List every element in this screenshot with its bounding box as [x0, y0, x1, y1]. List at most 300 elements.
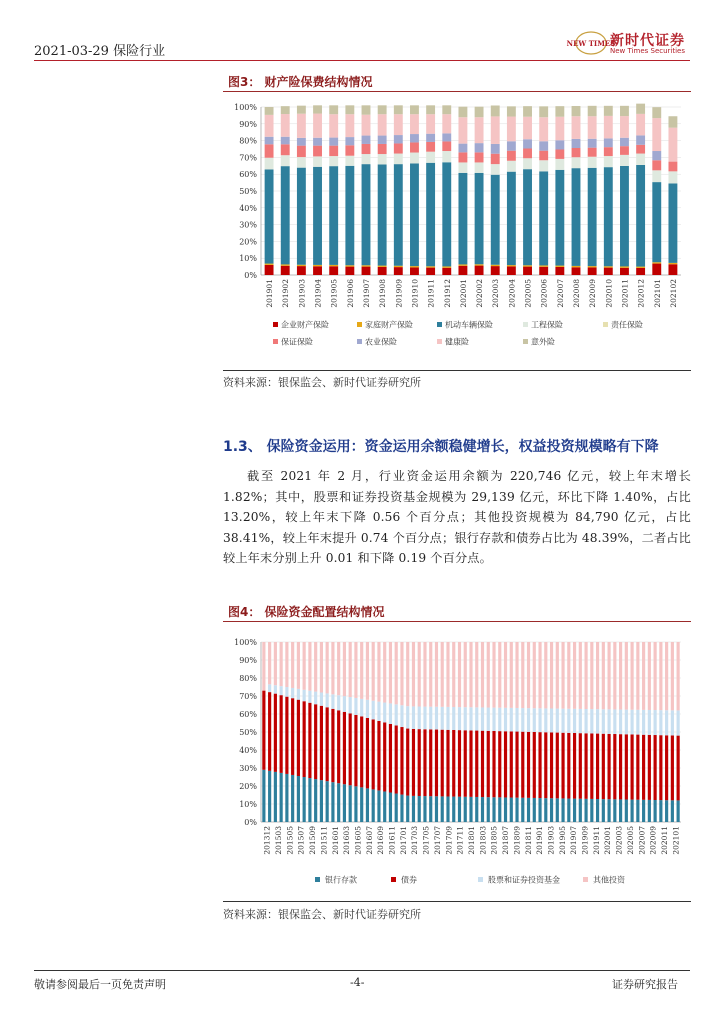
bar-segment [429, 729, 432, 796]
legend-label: 企业财产保险 [281, 320, 329, 330]
bar-segment [573, 733, 576, 799]
bar-segment [297, 265, 306, 266]
bar-segment [410, 134, 419, 142]
x-tick-label: 201701 [398, 826, 408, 855]
bar-segment [620, 116, 629, 138]
bar-segment [303, 642, 306, 690]
bar-segment [555, 159, 564, 170]
bar-segment [572, 106, 581, 116]
bar-segment [458, 107, 467, 118]
bar-segment [604, 156, 613, 167]
bar-segment [481, 731, 484, 797]
bar-segment [291, 688, 294, 698]
bar-segment [469, 642, 472, 707]
bar-segment [619, 710, 622, 735]
y-tick-label: 20% [239, 782, 257, 791]
bar-segment [262, 770, 265, 822]
bar-segment [668, 263, 677, 264]
bar-segment [383, 703, 386, 723]
x-tick-label: 201902 [281, 279, 291, 308]
figure4-source: 资料来源：银保监会、新时代证券研究所 [223, 908, 421, 921]
bar-segment [268, 684, 271, 692]
x-tick-label: 202005 [523, 279, 533, 308]
bar-segment [556, 798, 559, 822]
x-tick-label: 201703 [410, 826, 420, 855]
bar-segment [400, 705, 403, 727]
bar-segment [604, 106, 613, 116]
bar-segment [377, 642, 380, 702]
bar-segment [418, 729, 421, 796]
bar-segment [464, 797, 467, 822]
bar-segment [331, 709, 334, 782]
x-tick-label: 201903 [546, 826, 556, 855]
bar-segment [579, 733, 582, 799]
bar-segment [652, 151, 661, 160]
bar-segment [636, 104, 645, 114]
bar-segment [329, 156, 338, 166]
bar-segment [435, 642, 438, 707]
x-tick-label: 201809 [512, 826, 522, 855]
bar-segment [504, 642, 507, 708]
bar-segment [458, 264, 467, 265]
bar-segment [515, 708, 518, 732]
bar-segment [523, 158, 532, 169]
bar-segment [555, 140, 564, 149]
bar-segment [313, 105, 322, 113]
bar-segment [349, 785, 352, 822]
bar-segment [555, 106, 564, 117]
bar-segment [285, 642, 288, 687]
bar-segment [378, 267, 387, 275]
legend-swatch [603, 322, 608, 327]
bar-segment [510, 708, 513, 732]
bar-segment [642, 642, 645, 710]
bar-segment [458, 707, 461, 730]
bar-segment [394, 135, 403, 143]
bar-segment [313, 146, 322, 157]
bar-segment [394, 267, 403, 275]
bar-segment [418, 796, 421, 822]
bar-segment [268, 642, 271, 684]
bar-segment [372, 701, 375, 720]
bar-segment [343, 712, 346, 784]
bar-segment [274, 694, 277, 772]
bar-segment [262, 691, 265, 770]
bar-segment [590, 799, 593, 822]
bar-segment [654, 642, 657, 710]
bar-segment [331, 642, 334, 694]
bar-segment [410, 153, 419, 164]
bar-segment [320, 706, 323, 780]
y-tick-label: 70% [239, 153, 257, 163]
bar-segment [602, 799, 605, 822]
bar-segment [314, 692, 317, 705]
bar-segment [523, 148, 532, 158]
bar-segment [452, 642, 455, 707]
bar-segment [608, 709, 611, 734]
bar-segment [507, 141, 516, 150]
figure3-bottom-rule [223, 370, 691, 371]
bar-segment [619, 799, 622, 822]
bar-segment [631, 710, 634, 735]
bar-segment [555, 170, 564, 266]
bar-segment [362, 105, 371, 114]
bar-segment [343, 642, 346, 696]
x-tick-label: 202009 [588, 279, 598, 308]
bar-segment [504, 708, 507, 731]
x-tick-label: 201505 [285, 826, 295, 855]
bar-segment [561, 709, 564, 733]
x-tick-label: 201805 [489, 826, 499, 855]
bar-segment [507, 266, 516, 275]
x-tick-label: 201807 [501, 826, 511, 855]
bar-segment [475, 107, 484, 118]
y-tick-label: 0% [244, 271, 257, 280]
bar-segment [642, 735, 645, 800]
bar-segment [406, 706, 409, 728]
bar-segment [326, 707, 329, 781]
logo-english: New Times Securities [610, 47, 685, 55]
bar-segment [458, 797, 461, 822]
bar-segment [442, 162, 451, 266]
bar-segment [265, 115, 274, 137]
legend-swatch [273, 322, 278, 327]
bar-segment [579, 709, 582, 733]
bar-segment [498, 731, 501, 797]
bar-segment [652, 182, 661, 262]
bar-segment [602, 734, 605, 799]
bar-segment [561, 642, 564, 709]
bar-segment [314, 704, 317, 779]
bar-segment [652, 262, 661, 263]
bar-segment [446, 730, 449, 797]
bar-segment [588, 266, 597, 267]
bar-segment [291, 698, 294, 775]
bar-segment [636, 145, 645, 154]
bar-segment [604, 167, 613, 266]
bar-segment [441, 730, 444, 797]
legend-label: 债券 [401, 875, 417, 885]
bar-segment [533, 642, 536, 708]
x-tick-label: 201705 [421, 826, 431, 855]
bar-segment [410, 105, 419, 114]
bar-segment [567, 733, 570, 799]
y-tick-label: 50% [239, 187, 257, 196]
bar-segment [400, 642, 403, 705]
bar-segment [475, 797, 478, 822]
legend-swatch [523, 322, 528, 327]
x-tick-label: 201801 [467, 826, 476, 855]
x-tick-label: 202009 [648, 826, 658, 855]
legend-label: 家庭财产保险 [365, 320, 413, 330]
x-tick-label: 201909 [394, 279, 404, 308]
bar-segment [636, 800, 639, 822]
bar-segment [464, 707, 467, 730]
bar-segment [492, 708, 495, 731]
bar-segment [426, 163, 435, 266]
bar-segment [446, 796, 449, 822]
bar-segment [337, 695, 340, 710]
bar-segment [668, 128, 677, 162]
legend-label: 责任保险 [611, 320, 643, 330]
bar-segment [429, 642, 432, 707]
bar-segment [394, 154, 403, 165]
legend-swatch [583, 877, 588, 882]
bar-segment [588, 267, 597, 275]
bar-segment [362, 115, 371, 136]
bar-segment [550, 732, 553, 798]
bar-segment [281, 106, 290, 114]
bar-segment [354, 698, 357, 715]
bar-segment [515, 642, 518, 708]
bar-segment [441, 642, 444, 707]
bar-segment [406, 729, 409, 796]
x-tick-label: 201611 [387, 826, 397, 855]
bar-segment [458, 144, 467, 153]
bar-segment [377, 702, 380, 721]
bar-segment [498, 642, 501, 708]
x-tick-label: 201707 [432, 826, 442, 855]
bar-segment [604, 266, 613, 267]
x-tick-label: 202102 [668, 279, 678, 308]
x-tick-label: 202001 [458, 279, 468, 308]
bar-segment [677, 642, 680, 710]
bar-segment [613, 709, 616, 734]
x-tick-label: 201904 [313, 279, 323, 308]
bar-segment [265, 169, 274, 263]
bar-segment [281, 166, 290, 264]
x-tick-label: 202002 [475, 279, 485, 308]
logo-name: 新时代证券 [610, 33, 685, 49]
bar-segment [625, 734, 628, 799]
y-tick-label: 40% [239, 203, 257, 213]
x-tick-label: 201908 [378, 279, 388, 308]
bar-segment [507, 172, 516, 265]
bar-segment [285, 697, 288, 774]
bar-segment [504, 797, 507, 822]
bar-segment [362, 144, 371, 154]
bar-segment [360, 699, 363, 717]
bar-segment [604, 268, 613, 275]
bar-segment [464, 730, 467, 797]
bar-segment [378, 136, 387, 144]
x-tick-label: 201603 [342, 826, 352, 855]
bar-segment [555, 266, 564, 267]
bar-segment [556, 642, 559, 709]
bar-segment [378, 154, 387, 164]
bar-segment [671, 642, 674, 710]
bar-segment [659, 735, 662, 800]
bar-segment [268, 692, 271, 771]
bar-segment [584, 799, 587, 822]
figure4-bottom-rule [223, 901, 691, 902]
bar-segment [491, 266, 500, 275]
bar-segment [326, 781, 329, 822]
bar-segment [523, 106, 532, 117]
bar-segment [329, 138, 338, 146]
bar-segment [507, 265, 516, 266]
bar-segment [521, 732, 524, 798]
legend-label: 银行存款 [325, 875, 357, 885]
bar-segment [395, 726, 398, 794]
bar-segment [533, 798, 536, 822]
bar-segment [285, 687, 288, 697]
bar-segment [521, 708, 524, 732]
figure4-chart [223, 630, 691, 895]
y-tick-label: 10% [239, 800, 257, 809]
bar-segment [458, 117, 467, 143]
bar-segment [510, 731, 513, 797]
bar-segment [291, 775, 294, 822]
figure4-title: 图4： 保险资金配置结构情况 [228, 605, 385, 619]
bar-segment [523, 139, 532, 148]
bar-segment [303, 777, 306, 822]
bar-segment [442, 114, 451, 133]
y-tick-label: 100% [234, 103, 257, 112]
bar-segment [297, 114, 306, 138]
bar-segment [308, 703, 311, 778]
bar-segment [555, 117, 564, 141]
bar-segment [556, 709, 559, 733]
bar-segment [362, 265, 371, 266]
bar-segment [345, 137, 354, 145]
bar-segment [426, 105, 435, 114]
bar-segment [608, 734, 611, 799]
x-tick-label: 202008 [572, 279, 581, 308]
footer-rule [34, 970, 690, 971]
bar-segment [481, 797, 484, 822]
bar-segment [329, 146, 338, 156]
bar-segment [625, 642, 628, 710]
bar-segment [515, 798, 518, 822]
bar-segment [573, 709, 576, 733]
legend-label: 保证保险 [281, 337, 313, 347]
y-tick-label: 70% [239, 692, 257, 701]
legend-swatch [437, 339, 442, 344]
bar-segment [572, 116, 581, 139]
x-tick-label: 201911 [591, 826, 601, 855]
bar-segment [389, 703, 392, 724]
bar-segment [523, 265, 532, 266]
bar-segment [507, 106, 516, 116]
bar-segment [642, 710, 645, 735]
x-tick-label: 202003 [614, 826, 624, 855]
bar-segment [665, 642, 668, 710]
bar-segment [458, 642, 461, 707]
bar-segment [452, 707, 455, 730]
bar-segment [567, 799, 570, 822]
bar-segment [507, 161, 516, 172]
bar-segment [475, 707, 478, 730]
footer-disclaimer: 敬请参阅最后一页免责声明 [34, 978, 166, 991]
bar-segment [297, 157, 306, 168]
bar-segment [320, 780, 323, 822]
bar-segment [636, 165, 645, 267]
bar-segment [285, 774, 288, 822]
bar-segment [274, 642, 277, 685]
bar-segment [475, 266, 484, 275]
bar-segment [515, 732, 518, 798]
bar-segment [636, 135, 645, 144]
bar-segment [366, 700, 369, 718]
bar-segment [458, 730, 461, 797]
bar-segment [596, 734, 599, 799]
bar-segment [555, 267, 564, 275]
bar-segment [572, 267, 581, 275]
bar-segment [274, 685, 277, 693]
bar-segment [423, 642, 426, 707]
bar-segment [383, 791, 386, 822]
bar-segment [313, 167, 322, 265]
bar-segment [596, 709, 599, 733]
bar-segment [492, 731, 495, 797]
bar-segment [481, 707, 484, 730]
x-tick-label: 202005 [625, 826, 635, 855]
bar-segment [507, 151, 516, 161]
bar-segment [608, 799, 611, 822]
bar-segment [613, 734, 616, 799]
bar-segment [544, 732, 547, 798]
bar-segment [668, 116, 677, 127]
bar-segment [410, 266, 419, 267]
bar-segment [665, 800, 668, 822]
bar-segment [510, 642, 513, 708]
bar-segment [475, 264, 484, 265]
bar-segment [654, 735, 657, 800]
bar-segment [418, 642, 421, 707]
bar-segment [435, 796, 438, 822]
bar-segment [326, 642, 329, 693]
bar-segment [442, 105, 451, 114]
bar-segment [544, 798, 547, 822]
bar-segment [527, 708, 530, 732]
bar-segment [464, 642, 467, 707]
x-tick-label: 201609 [376, 826, 386, 855]
figure3-chart [223, 95, 691, 357]
bar-segment [604, 116, 613, 139]
bar-segment [265, 107, 274, 115]
bar-segment [366, 642, 369, 700]
bar-segment [668, 183, 677, 262]
bar-segment [620, 166, 629, 266]
y-tick-label: 60% [239, 170, 257, 180]
x-tick-label: 202101 [671, 826, 681, 855]
bar-segment [544, 708, 547, 732]
legend-swatch [437, 322, 442, 327]
bar-segment [362, 164, 371, 265]
logo-mark: NEW TIMES [566, 39, 616, 48]
bar-segment [636, 642, 639, 710]
bar-segment [329, 105, 338, 114]
bar-segment [426, 152, 435, 163]
bar-segment [458, 152, 467, 162]
bar-segment [652, 107, 661, 118]
x-tick-label: 201811 [523, 826, 533, 855]
bar-segment [442, 133, 451, 141]
x-tick-label: 201312 [262, 826, 272, 855]
bar-segment [441, 796, 444, 822]
x-tick-label: 202007 [555, 279, 565, 308]
bar-segment [345, 145, 354, 155]
bar-segment [491, 154, 500, 164]
bar-segment [354, 786, 357, 822]
legend-swatch [523, 339, 528, 344]
x-tick-label: 201909 [580, 826, 590, 855]
bar-segment [354, 642, 357, 698]
bar-segment [313, 266, 322, 275]
bar-segment [602, 642, 605, 709]
bar-segment [491, 175, 500, 265]
